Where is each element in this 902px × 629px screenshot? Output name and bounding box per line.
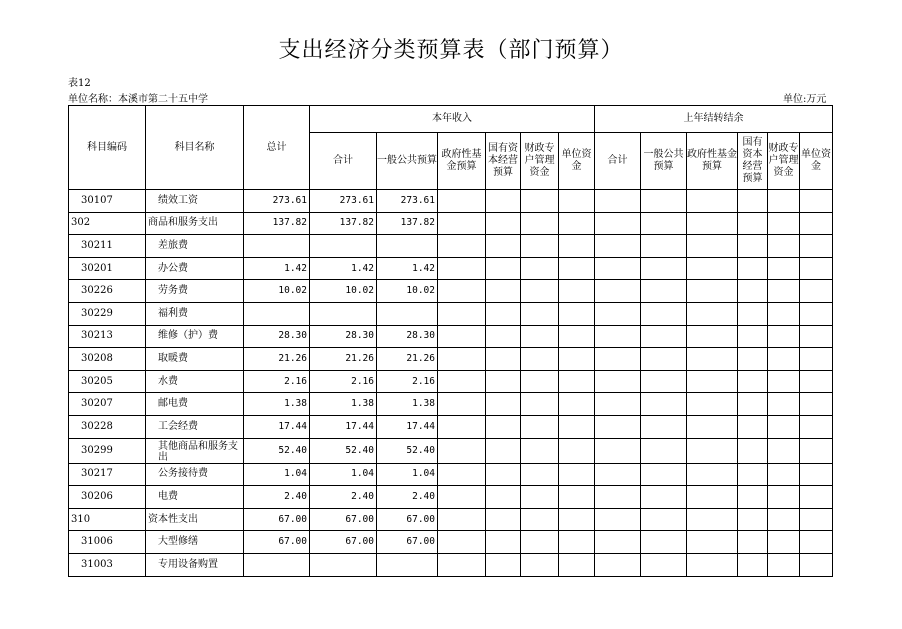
cell-general: 10.02 [377, 280, 438, 303]
cell-empty [738, 553, 768, 576]
cell-empty [768, 257, 800, 280]
cell-empty [800, 393, 833, 416]
cell-total: 1.04 [244, 463, 310, 486]
cell-empty [768, 302, 800, 325]
cell-empty [595, 463, 641, 486]
header-cur-gov-fund: 政府性基金预算 [438, 133, 486, 190]
cell-empty [486, 280, 521, 303]
cell-empty [800, 553, 833, 576]
cell-name: 劳务费 [146, 280, 244, 303]
cell-empty [687, 235, 738, 258]
cell-empty [800, 531, 833, 554]
cell-empty [595, 486, 641, 509]
cell-empty [486, 438, 521, 463]
cell-empty [768, 415, 800, 438]
cell-empty [800, 415, 833, 438]
cell-empty [438, 486, 486, 509]
cell-empty [559, 325, 595, 348]
cell-empty [738, 302, 768, 325]
cell-name: 工会经费 [146, 415, 244, 438]
cell-empty [486, 415, 521, 438]
cell-empty [559, 212, 595, 235]
cell-general: 2.40 [377, 486, 438, 509]
cell-empty [486, 393, 521, 416]
cell-empty [768, 486, 800, 509]
cell-empty [768, 370, 800, 393]
cell-total: 1.38 [244, 393, 310, 416]
cell-general: 28.30 [377, 325, 438, 348]
cell-total [244, 553, 310, 576]
cell-empty [768, 348, 800, 371]
cell-empty [486, 348, 521, 371]
cell-empty [641, 325, 687, 348]
cell-empty [521, 348, 559, 371]
cell-empty [595, 257, 641, 280]
cell-code: 30299 [69, 438, 146, 463]
cell-general: 1.38 [377, 393, 438, 416]
cell-general: 52.40 [377, 438, 438, 463]
cell-total: 10.02 [244, 280, 310, 303]
table-row [69, 370, 833, 393]
cell-name: 取暖费 [146, 348, 244, 371]
cell-empty [438, 393, 486, 416]
cell-empty [595, 370, 641, 393]
cell-empty [738, 438, 768, 463]
cell-sum [310, 302, 377, 325]
cell-total [244, 235, 310, 258]
table-row [69, 438, 833, 463]
cell-empty [641, 463, 687, 486]
cell-empty [738, 325, 768, 348]
cell-empty [595, 212, 641, 235]
cell-empty [738, 370, 768, 393]
table-row [69, 486, 833, 509]
cell-empty [559, 302, 595, 325]
cell-name: 资本性支出 [146, 508, 244, 531]
cell-empty [800, 280, 833, 303]
cell-sum [310, 553, 377, 576]
cell-empty [641, 257, 687, 280]
cell-empty [641, 553, 687, 576]
cell-empty [486, 190, 521, 213]
cell-empty [800, 212, 833, 235]
unit-label: 单位:万元 [783, 94, 827, 105]
cell-empty [687, 190, 738, 213]
cell-sum: 67.00 [310, 508, 377, 531]
cell-empty [559, 235, 595, 258]
cell-empty [768, 393, 800, 416]
table-row [69, 190, 833, 213]
header-prior-fiscal-account: 财政专户管理资金 [768, 133, 800, 190]
cell-empty [486, 302, 521, 325]
table-row [69, 302, 833, 325]
cell-empty [687, 508, 738, 531]
cell-sum: 17.44 [310, 415, 377, 438]
page-title: 支出经济分类预算表（部门预算） [278, 38, 624, 63]
cell-empty [738, 280, 768, 303]
table-row [69, 508, 833, 531]
cell-empty [438, 212, 486, 235]
cell-code: 31006 [69, 531, 146, 554]
table-row [69, 463, 833, 486]
cell-name: 办公费 [146, 257, 244, 280]
cell-empty [800, 438, 833, 463]
cell-sum: 10.02 [310, 280, 377, 303]
cell-sum [310, 235, 377, 258]
cell-sum: 67.00 [310, 531, 377, 554]
cell-empty [641, 370, 687, 393]
cell-total: 2.16 [244, 370, 310, 393]
cell-empty [559, 531, 595, 554]
cell-name: 水费 [146, 370, 244, 393]
cell-empty [768, 438, 800, 463]
cell-empty [800, 325, 833, 348]
cell-empty [559, 280, 595, 303]
cell-empty [641, 531, 687, 554]
cell-general: 1.42 [377, 257, 438, 280]
cell-general: 2.16 [377, 370, 438, 393]
table-row [69, 348, 833, 371]
cell-empty [641, 438, 687, 463]
cell-total: 52.40 [244, 438, 310, 463]
cell-empty [521, 370, 559, 393]
cell-name: 差旅费 [146, 235, 244, 258]
cell-empty [521, 212, 559, 235]
cell-sum: 1.38 [310, 393, 377, 416]
cell-empty [521, 463, 559, 486]
cell-empty [641, 280, 687, 303]
cell-total: 1.42 [244, 257, 310, 280]
cell-name: 福利费 [146, 302, 244, 325]
header-prior-state-capital: 国有资本经营预算 [738, 133, 768, 190]
header-prior-sum: 合计 [595, 133, 641, 190]
cell-empty [800, 508, 833, 531]
cell-name: 公务接待费 [146, 463, 244, 486]
cell-code: 302 [69, 212, 146, 235]
table-row [69, 393, 833, 416]
cell-total: 273.61 [244, 190, 310, 213]
table-row [69, 531, 833, 554]
cell-sum: 137.82 [310, 212, 377, 235]
table-row [69, 280, 833, 303]
cell-empty [738, 257, 768, 280]
cell-empty [559, 190, 595, 213]
cell-empty [521, 553, 559, 576]
cell-empty [595, 280, 641, 303]
cell-empty [738, 190, 768, 213]
cell-name: 邮电费 [146, 393, 244, 416]
cell-sum: 52.40 [310, 438, 377, 463]
cell-empty [641, 348, 687, 371]
cell-total: 67.00 [244, 531, 310, 554]
cell-code: 30201 [69, 257, 146, 280]
cell-empty [521, 486, 559, 509]
cell-empty [768, 280, 800, 303]
cell-code: 30206 [69, 486, 146, 509]
cell-empty [768, 531, 800, 554]
cell-empty [521, 415, 559, 438]
cell-empty [800, 486, 833, 509]
cell-empty [595, 348, 641, 371]
table-row [69, 235, 833, 258]
cell-empty [687, 438, 738, 463]
cell-empty [641, 235, 687, 258]
cell-code: 30211 [69, 235, 146, 258]
cell-empty [687, 212, 738, 235]
cell-empty [559, 553, 595, 576]
cell-empty [687, 348, 738, 371]
cell-empty [687, 302, 738, 325]
table-row [69, 415, 833, 438]
cell-empty [438, 415, 486, 438]
cell-total: 28.30 [244, 325, 310, 348]
cell-name: 维修（护）费 [146, 325, 244, 348]
cell-empty [641, 486, 687, 509]
cell-empty [738, 486, 768, 509]
table-number: 表12 [68, 78, 91, 89]
cell-total: 17.44 [244, 415, 310, 438]
cell-empty [738, 508, 768, 531]
cell-code: 30217 [69, 463, 146, 486]
budget-table [68, 105, 833, 577]
cell-sum: 28.30 [310, 325, 377, 348]
cell-empty [438, 257, 486, 280]
cell-empty [521, 508, 559, 531]
cell-empty [559, 486, 595, 509]
cell-empty [800, 190, 833, 213]
cell-empty [687, 553, 738, 576]
cell-empty [438, 302, 486, 325]
cell-empty [438, 348, 486, 371]
cell-empty [559, 348, 595, 371]
cell-empty [438, 370, 486, 393]
cell-empty [687, 531, 738, 554]
cell-empty [486, 486, 521, 509]
cell-empty [595, 302, 641, 325]
header-name: 科目名称 [146, 106, 244, 190]
table-row [69, 257, 833, 280]
cell-empty [595, 415, 641, 438]
table-row [69, 325, 833, 348]
cell-sum: 21.26 [310, 348, 377, 371]
cell-empty [559, 438, 595, 463]
cell-code: 30226 [69, 280, 146, 303]
header-prior-general: 一般公共预算 [641, 133, 687, 190]
cell-empty [438, 438, 486, 463]
cell-empty [687, 486, 738, 509]
cell-empty [768, 190, 800, 213]
cell-sum: 1.42 [310, 257, 377, 280]
cell-empty [641, 190, 687, 213]
cell-empty [486, 553, 521, 576]
cell-sum: 2.16 [310, 370, 377, 393]
cell-empty [486, 463, 521, 486]
cell-empty [687, 393, 738, 416]
cell-empty [438, 508, 486, 531]
header-current-income: 本年收入 [310, 106, 595, 133]
cell-empty [800, 463, 833, 486]
cell-empty [521, 257, 559, 280]
cell-empty [641, 415, 687, 438]
cell-general [377, 553, 438, 576]
cell-empty [641, 212, 687, 235]
cell-code: 30213 [69, 325, 146, 348]
cell-code: 30207 [69, 393, 146, 416]
cell-empty [595, 190, 641, 213]
cell-general: 21.26 [377, 348, 438, 371]
cell-name: 大型修缮 [146, 531, 244, 554]
cell-empty [521, 531, 559, 554]
cell-empty [438, 190, 486, 213]
cell-empty [768, 325, 800, 348]
cell-empty [486, 325, 521, 348]
cell-name: 其他商品和服务支出 [146, 438, 244, 463]
cell-code: 30229 [69, 302, 146, 325]
cell-empty [738, 463, 768, 486]
cell-empty [800, 235, 833, 258]
cell-empty [559, 415, 595, 438]
header-cur-state-capital: 国有资本经营预算 [486, 133, 521, 190]
cell-empty [738, 415, 768, 438]
cell-general: 137.82 [377, 212, 438, 235]
cell-empty [559, 463, 595, 486]
table-row [69, 212, 833, 235]
cell-general: 273.61 [377, 190, 438, 213]
cell-empty [641, 393, 687, 416]
cell-empty [595, 393, 641, 416]
cell-empty [559, 257, 595, 280]
cell-empty [559, 508, 595, 531]
cell-empty [595, 325, 641, 348]
cell-empty [521, 393, 559, 416]
cell-empty [800, 370, 833, 393]
cell-sum: 2.40 [310, 486, 377, 509]
cell-empty [641, 508, 687, 531]
cell-empty [595, 508, 641, 531]
cell-total: 21.26 [244, 348, 310, 371]
header-cur-unit-fund: 单位资金 [559, 133, 595, 190]
cell-empty [559, 393, 595, 416]
cell-empty [438, 280, 486, 303]
header-cur-general: 一般公共预算 [377, 133, 438, 190]
cell-empty [486, 257, 521, 280]
cell-general: 1.04 [377, 463, 438, 486]
header-prior-unit-fund: 单位资金 [800, 133, 833, 190]
cell-name: 商品和服务支出 [146, 212, 244, 235]
cell-empty [738, 348, 768, 371]
cell-total: 67.00 [244, 508, 310, 531]
cell-empty [521, 190, 559, 213]
cell-total: 2.40 [244, 486, 310, 509]
cell-name: 绩效工资 [146, 190, 244, 213]
cell-sum: 273.61 [310, 190, 377, 213]
cell-empty [768, 212, 800, 235]
cell-empty [595, 553, 641, 576]
cell-empty [438, 463, 486, 486]
cell-empty [521, 302, 559, 325]
header-prior-gov-fund: 政府性基金预算 [687, 133, 738, 190]
cell-name: 专用设备购置 [146, 553, 244, 576]
cell-empty [768, 463, 800, 486]
cell-empty [687, 280, 738, 303]
cell-empty [687, 325, 738, 348]
cell-empty [521, 438, 559, 463]
cell-total [244, 302, 310, 325]
cell-empty [738, 212, 768, 235]
cell-empty [486, 235, 521, 258]
header-code: 科目编码 [69, 106, 146, 190]
cell-general: 67.00 [377, 531, 438, 554]
cell-empty [738, 531, 768, 554]
cell-empty [595, 531, 641, 554]
cell-general: 17.44 [377, 415, 438, 438]
cell-empty [687, 415, 738, 438]
cell-empty [687, 370, 738, 393]
cell-empty [800, 348, 833, 371]
cell-empty [641, 302, 687, 325]
table-row [69, 553, 833, 576]
cell-empty [768, 508, 800, 531]
cell-empty [687, 257, 738, 280]
cell-empty [438, 553, 486, 576]
header-cur-fiscal-account: 财政专户管理资金 [521, 133, 559, 190]
cell-empty [486, 212, 521, 235]
cell-code: 30205 [69, 370, 146, 393]
cell-empty [438, 235, 486, 258]
cell-code: 30107 [69, 190, 146, 213]
cell-empty [687, 463, 738, 486]
header-total: 总计 [244, 106, 310, 190]
cell-empty [438, 325, 486, 348]
cell-empty [768, 235, 800, 258]
cell-empty [486, 531, 521, 554]
cell-empty [595, 235, 641, 258]
cell-empty [486, 370, 521, 393]
cell-general: 67.00 [377, 508, 438, 531]
cell-empty [738, 235, 768, 258]
cell-code: 310 [69, 508, 146, 531]
cell-empty [559, 370, 595, 393]
cell-empty [521, 325, 559, 348]
cell-name: 电费 [146, 486, 244, 509]
cell-code: 30208 [69, 348, 146, 371]
header-carryover: 上年结转结余 [595, 106, 833, 133]
cell-empty [800, 257, 833, 280]
cell-empty [486, 508, 521, 531]
cell-sum: 1.04 [310, 463, 377, 486]
header-cur-sum: 合计 [310, 133, 377, 190]
cell-empty [595, 438, 641, 463]
cell-empty [438, 531, 486, 554]
cell-empty [738, 393, 768, 416]
cell-empty [800, 302, 833, 325]
cell-general [377, 302, 438, 325]
cell-code: 31003 [69, 553, 146, 576]
cell-code: 30228 [69, 415, 146, 438]
cell-total: 137.82 [244, 212, 310, 235]
cell-empty [521, 280, 559, 303]
unit-name: 单位名称：本溪市第二十五中学 [68, 94, 208, 105]
cell-empty [768, 553, 800, 576]
cell-empty [521, 235, 559, 258]
cell-general [377, 235, 438, 258]
